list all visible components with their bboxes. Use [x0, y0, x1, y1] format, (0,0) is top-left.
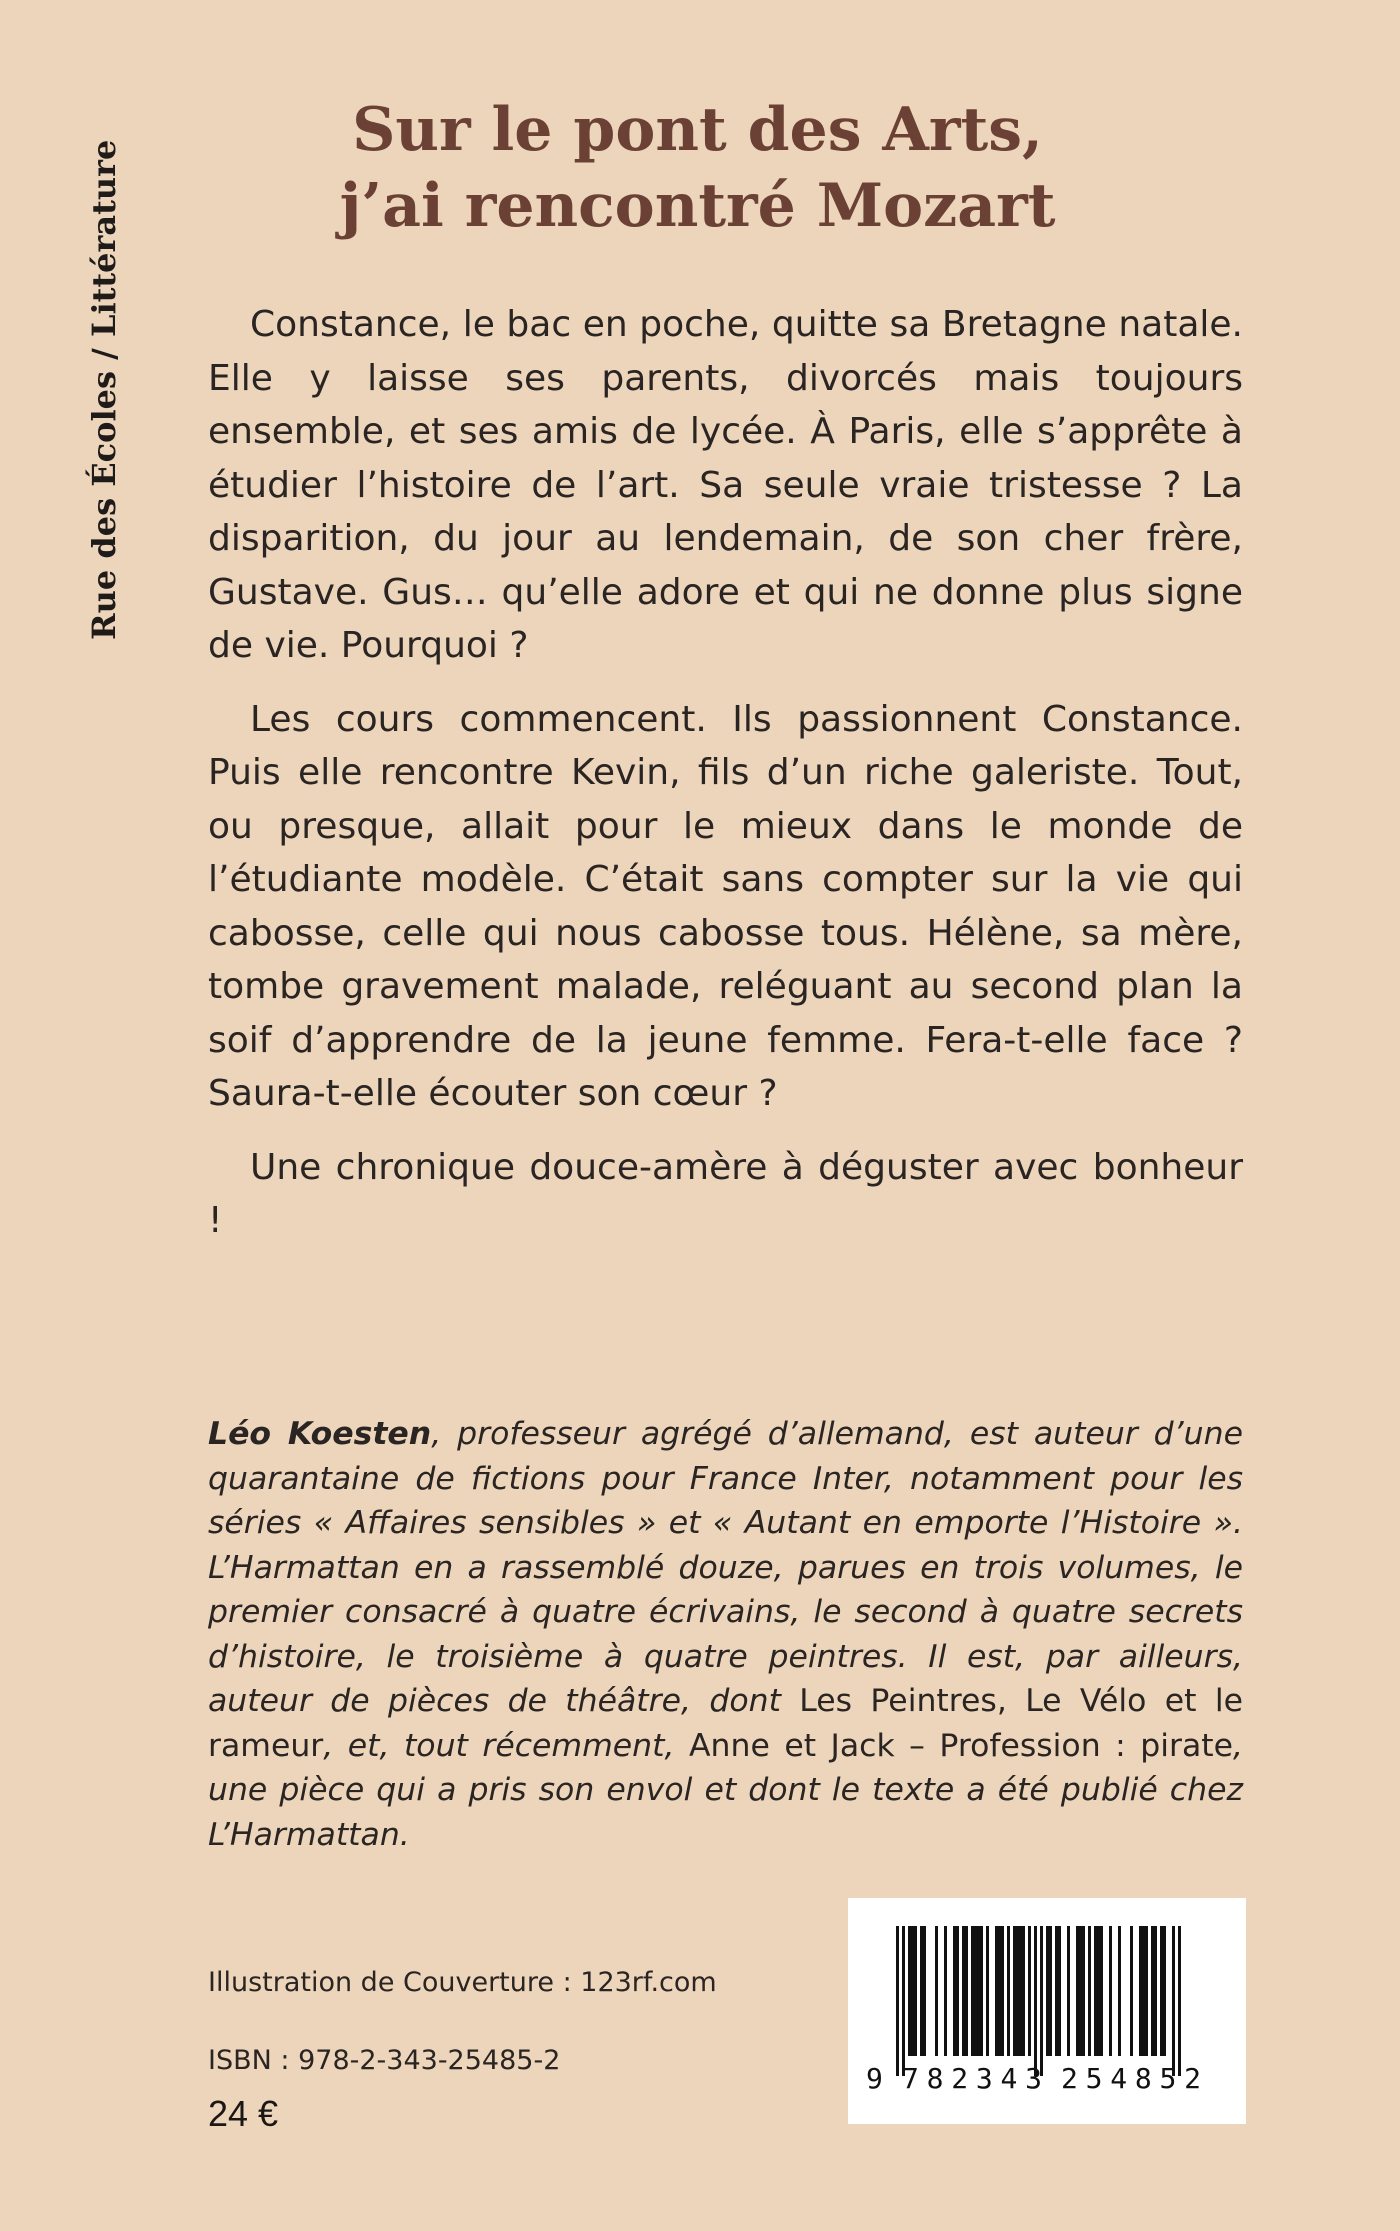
barcode-bar-41: [1109, 1926, 1112, 2056]
barcode-bar-18: [995, 1926, 998, 2056]
barcode-bar-35: [1079, 1926, 1082, 2056]
barcode-left-digits: 782343: [902, 2062, 1042, 2095]
barcode-bar-12: [965, 1926, 968, 2056]
barcode-bar-31: [1055, 1926, 1058, 2056]
bio-text-3: , une pièce qui a pris son envol et dont le texte a été publié chez L’Harmattan.: [208, 1727, 1243, 1853]
barcode-right-digits: 254852: [1061, 2062, 1201, 2095]
barcode-bar-50: [1163, 1926, 1166, 2056]
barcode-bar-5: [920, 1926, 923, 2056]
barcode-bar-38: [1094, 1926, 1097, 2056]
barcode-bar-22: [1013, 1926, 1016, 2056]
barcode-bar-10: [956, 1926, 959, 2056]
barcode-bar-47: [1151, 1926, 1154, 2056]
price-label: 24 €: [208, 2093, 279, 2134]
blurb-paragraph-3: Une chronique douce-amère à déguster avec bonheur !: [208, 1146, 1243, 1241]
collection-name: Rue des Écoles / Littérature: [85, 139, 123, 640]
isbn-number: ISBN : 978-2-343-25485-2: [208, 2045, 561, 2076]
author-biography: [208, 1412, 1243, 1857]
barcode-bar-48: [1154, 1926, 1157, 2056]
title-line-1: Sur le pont des Arts,: [352, 95, 1043, 165]
barcode-bar-51: [1172, 1926, 1175, 2076]
barcode-bar-46: [1145, 1926, 1148, 2056]
barcode-bar-28: [1040, 1926, 1043, 2076]
barcode-bar-33: [1067, 1926, 1070, 2056]
barcode-bar-39: [1097, 1926, 1100, 2056]
barcode-bar-44: [1139, 1926, 1142, 2056]
barcode-bar-42: [1118, 1926, 1121, 2056]
barcode-bar-52: [1178, 1926, 1181, 2076]
barcode-bar-3: [911, 1926, 914, 2056]
barcode-bar-21: [1007, 1926, 1010, 2056]
blurb-paragraph-1: Constance, le bac en poche, quitte sa Bretagne natale. Elle y laisse ses parents, divorcés mais toujours ensemble, et ses amis de lycée. À Paris, elle s’apprête à étudier l’histoire de l’art. Sa seule vraie tristesse ? La disparition, du jour au lendemain, de son cher frère, Gustave. Gus… qu’elle adore et qui ne donne plus signe de vie. Pourquoi ?: [208, 304, 1243, 666]
barcode-bar-9: [953, 1926, 956, 2056]
barcode-bar-0: [896, 1926, 899, 2076]
bio-text-2: , et, tout récemment,: [323, 1727, 689, 1764]
barcode-bar-2: [908, 1926, 911, 2056]
blurb-paragraph-2: Les cours commencent. Ils passionnent Constance. Puis elle rencontre Kevin, fils d’un riche galeriste. Tout, ou presque, allait pour le mieux dans le monde de l’étudiante modèle. C’était sans compter sur la vie qui cabosse, celle qui nous cabosse tous. Hélène, sa mère, tombe gravement malade, reléguant au second plan la soif d’apprendre de la jeune femme. Fera-t-elle face ? Saura-t-elle écouter son cœur ?: [208, 698, 1243, 1114]
barcode-bar-45: [1142, 1926, 1145, 2056]
illustration-credit: Illustration de Couverture : 123rf.com: [208, 1967, 717, 1998]
barcode-bar-34: [1076, 1926, 1079, 2056]
barcode-bar-29: [1046, 1926, 1049, 2056]
author-name: Léo Koesten: [208, 1416, 432, 1452]
barcode-bar-23: [1016, 1926, 1019, 2056]
book-title: [210, 92, 1185, 244]
barcode-bar-25: [1022, 1926, 1025, 2056]
barcode-bar-8: [944, 1926, 947, 2056]
barcode-bar-6: [923, 1926, 926, 2056]
bio-separator: ,: [996, 1683, 1026, 1719]
barcode-bar-17: [986, 1926, 989, 2056]
barcode-bar-26: [1028, 1926, 1031, 2056]
barcode-bar-24: [1019, 1926, 1022, 2056]
barcode-first-digit: 9: [866, 2062, 883, 2095]
spine-label: [58, 100, 123, 640]
barcode-bar-20: [1001, 1926, 1004, 2056]
barcode-bar-37: [1088, 1926, 1091, 2056]
barcode-bar-7: [935, 1926, 938, 2056]
barcode-bar-14: [974, 1926, 977, 2056]
barcode-bar-40: [1100, 1926, 1103, 2056]
barcode-bar-49: [1160, 1926, 1163, 2056]
summary-blurb: [208, 298, 1243, 1268]
barcode-bar-30: [1049, 1926, 1052, 2056]
bio-text-1: , professeur agrégé d’allemand, est auteur d’une quarantaine de fictions pour France Inter, notamment pour les séries « Affaires sensibles » et « Autant en emporte l’Histoire ». L’Harmattan en a rassemblé douze, parues en trois volumes, le premier consacré à quatre écrivains, le second à quatre secrets d’histoire, le troisième à quatre peintres. Il est, par ailleurs, auteur de pièces de théâtre, dont: [208, 1416, 1243, 1719]
barcode-bar-32: [1058, 1926, 1061, 2056]
barcode-bar-19: [998, 1926, 1001, 2056]
barcode-bar-13: [971, 1926, 974, 2056]
barcode-bar-4: [914, 1926, 917, 2056]
barcode-bar-11: [962, 1926, 965, 2056]
barcode-bar-27: [1034, 1926, 1037, 2076]
work-title-3: Anne et Jack – Profession : pirate: [688, 1727, 1233, 1764]
barcode-bar-16: [980, 1926, 983, 2056]
barcode-bar-36: [1082, 1926, 1085, 2056]
barcode-icon: [848, 1898, 1246, 2124]
work-title-1: Les Peintres: [799, 1683, 997, 1719]
title-line-2: j’ai rencontré Mozart: [339, 171, 1056, 241]
barcode-bar-43: [1130, 1926, 1133, 2056]
barcode-panel: [848, 1898, 1246, 2124]
barcode-bar-1: [902, 1926, 905, 2076]
barcode-bar-15: [977, 1926, 980, 2056]
work-title-2: Le Vélo et le rameur: [208, 1683, 1243, 1764]
